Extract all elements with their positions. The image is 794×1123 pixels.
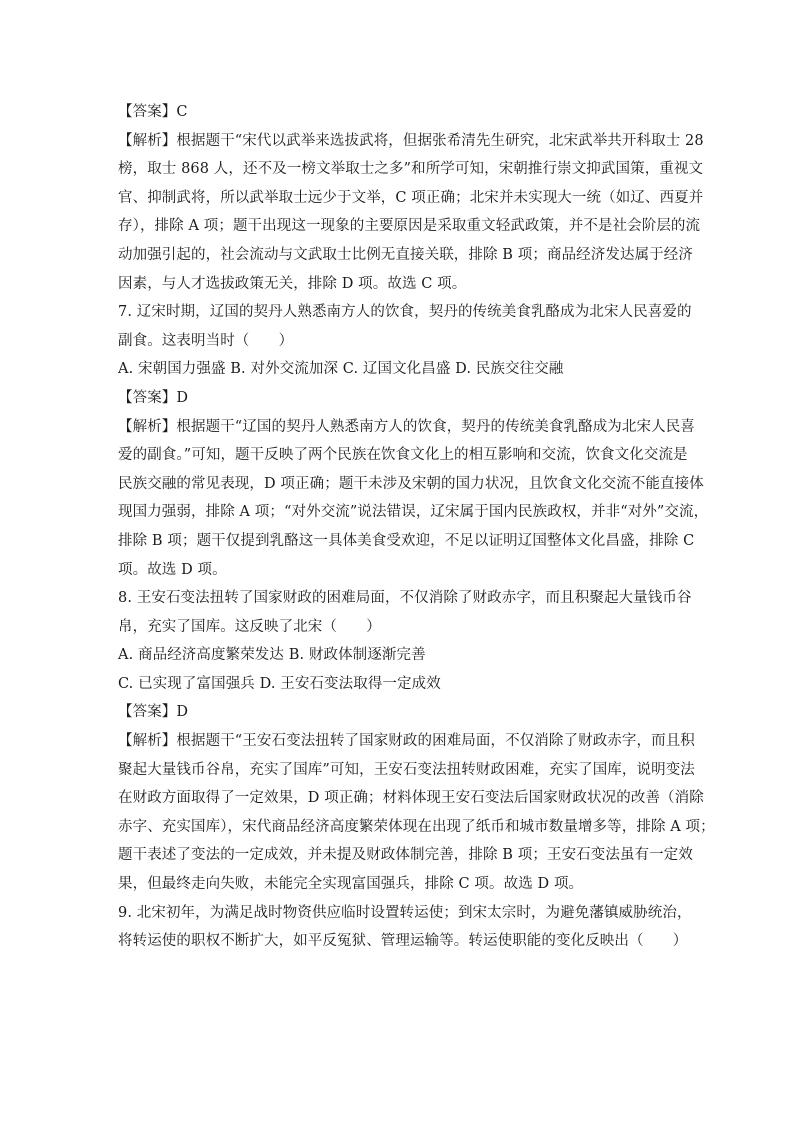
- analysis-q6: [118, 127, 704, 299]
- text-line: 题干表述了变法的一定成效，并未提及财政体制完善，排除 B 项；王安石变法虽有一定效: [118, 847, 693, 864]
- question-9: [118, 899, 692, 956]
- text-line: C. 已实现了富国强兵 D. 王安石变法取得一定成效: [118, 675, 441, 692]
- text-line: 【答案】D: [118, 389, 189, 406]
- text-line: 民族交融的常见表现，D 项正确；题干未涉及宋朝的国力状况，且饮食文化交流不能直接体: [118, 475, 704, 492]
- answer-line-q8: [118, 698, 678, 727]
- text-line: 官、抑制武将，所以武举取士远少于文举，C 项正确；北宋并未实现大一统（如辽、西夏并: [118, 189, 704, 206]
- text-line: 因素，与人才选拔政策无关，排除 D 项。故选 C 项。: [118, 275, 467, 292]
- text-line: 果，但最终走向失败，未能完全实现富国强兵，排除 C 项。故选 D 项。: [118, 876, 584, 893]
- text-line: 聚起大量钱币谷帛，充实了国库”可知，王安石变法扭转财政困难，充实了国库，说明变法: [118, 761, 695, 778]
- answer-line-q6: [118, 98, 678, 127]
- text-line: 在财政方面取得了一定效果，D 项正确；材料体现王安石变法后国家财政状况的改善（消除: [118, 790, 704, 807]
- text-line: 【解析】根据题干“王安石变法扭转了国家财政的困难局面，不仅消除了财政赤字，而且积: [118, 733, 695, 750]
- text-line: 8. 王安石变法扭转了国家财政的困难局面，不仅消除了财政赤字，而且积聚起大量钱币谷: [118, 590, 692, 607]
- text-line: A. 商品经济高度繁荣发达 B. 财政体制逐渐完善: [118, 647, 426, 664]
- text-line: 【解析】根据题干“辽国的契丹人熟悉南方人的饮食，契丹的传统美食乳酪成为北宋人民喜: [118, 418, 695, 435]
- text-line: 爱的副食。”可知，题干反映了两个民族在饮食文化上的相互影响和交流，饮食文化交流是: [118, 447, 688, 464]
- options-q8: [118, 641, 678, 698]
- text-line: 项。故选 D 项。: [118, 561, 227, 578]
- text-line: 存），排除 A 项；题干出现这一现象的主要原因是采取重文轻武政策，并不是社会阶层的流: [118, 218, 701, 235]
- text-line: 赤字、充实国库），宋代商品经济高度繁荣体现在出现了纸币和城市数量增多等，排除 A 项；: [118, 818, 715, 835]
- question-8: [118, 584, 692, 641]
- text-line: 排除 B 项；题干仅提到乳酪这一具体美食受欢迎，不足以证明辽国整体文化昌盛，排除 C: [118, 532, 695, 549]
- text-line: 【答案】C: [118, 104, 188, 120]
- answer-line-q7: [118, 384, 678, 413]
- text-line: 榜，取士 868 人，还不及一榜文举取士之多”和所学可知，宋朝推行崇文抑武国策，重视文: [118, 161, 704, 178]
- options-q7: [118, 355, 678, 384]
- text-line: 7. 辽宋时期，辽国的契丹人熟悉南方人的饮食，契丹的传统美食乳酪成为北宋人民喜爱的: [118, 304, 692, 321]
- question-7: [118, 298, 692, 355]
- text-line: 【解析】根据题干“宋代以武举来选拔武将，但据张希清先生研究，北宋武举共开科取士 28: [118, 132, 704, 149]
- text-line: 副食。这表明当时（ ）: [118, 332, 294, 349]
- text-line: A. 宋朝国力强盛 B. 对外交流加深 C. 辽国文化昌盛 D. 民族交往交融: [118, 361, 564, 378]
- text-line: 将转运使的职权不断扩大，如平反冤狱、管理运输等。转运使职能的变化反映出（ ）: [118, 933, 688, 950]
- analysis-q7: [118, 413, 709, 585]
- text-line: 动加强引起的，社会流动与文武取士比例无直接关联，排除 B 项；商品经济发达属于经济: [118, 246, 693, 263]
- analysis-q8: [118, 727, 715, 899]
- text-line: 【答案】D: [118, 704, 189, 721]
- document-body: [118, 98, 715, 956]
- text-line: 9. 北宋初年，为满足战时物资供应临时设置转运使；到宋太宗时，为避免藩镇威胁统治，: [118, 904, 692, 921]
- text-line: 帛，充实了国库。这反映了北宋（ ）: [118, 618, 381, 635]
- text-line: 现国力强弱，排除 A 项；“对外交流”说法错误，辽宋属于国内民族政权，并非“对外”交流，: [118, 504, 709, 521]
